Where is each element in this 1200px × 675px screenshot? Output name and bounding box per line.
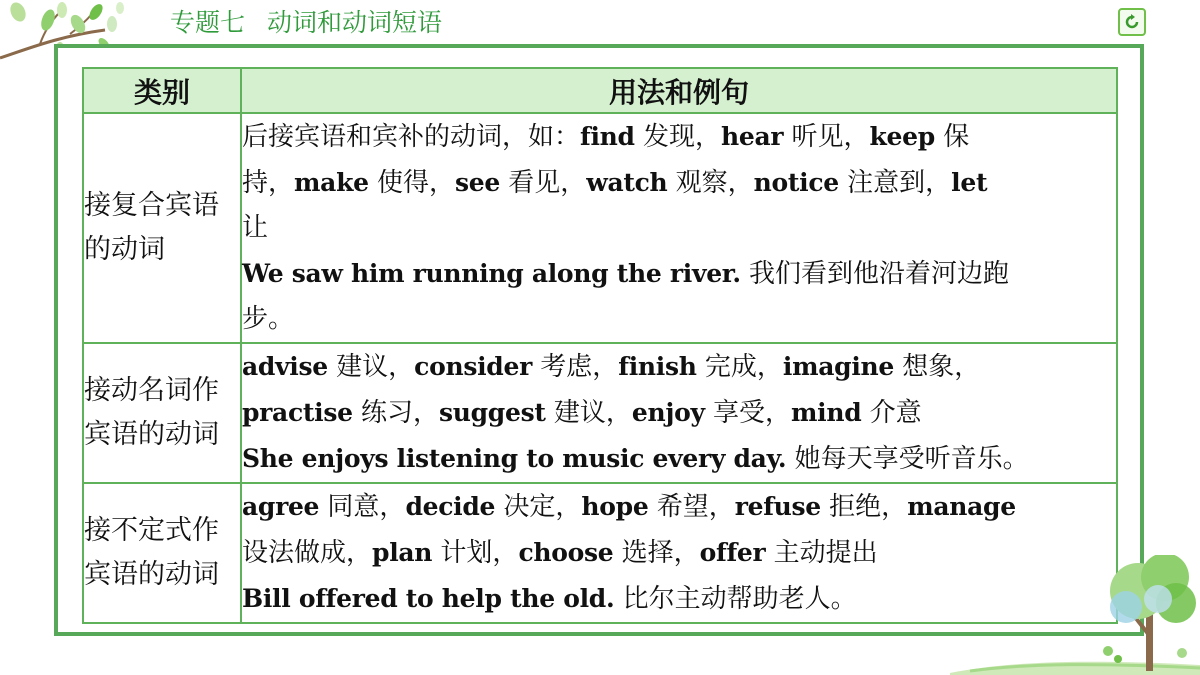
chinese-text: 练习， xyxy=(352,398,439,428)
english-text: offer xyxy=(699,538,766,567)
english-text: choose xyxy=(518,538,614,567)
chinese-text: 选择， xyxy=(613,538,700,568)
usage-cell xyxy=(241,113,1117,343)
table-row xyxy=(83,113,1117,343)
english-text: hope xyxy=(581,492,649,521)
category-cell: 接动名词作宾语的动词 xyxy=(83,343,241,483)
usage-line xyxy=(242,160,1116,206)
chinese-text: 听见， xyxy=(783,122,870,152)
english-text: see xyxy=(454,168,500,197)
usage-line xyxy=(242,344,1116,390)
chinese-text: 注意到， xyxy=(838,168,952,198)
chinese-text: 完成， xyxy=(696,352,783,382)
chinese-text: 我们看到他沿着河边跑 xyxy=(740,259,1010,289)
chinese-text: 想象， xyxy=(894,352,981,382)
english-text: She enjoys listening to music every day. xyxy=(242,444,787,473)
english-text: advise xyxy=(242,352,328,381)
title-part2: 动词和动词短语 xyxy=(267,8,443,37)
chinese-text: 设法做成， xyxy=(242,538,373,568)
english-text: make xyxy=(294,168,369,197)
category-cell: 接复合宾语的动词 xyxy=(83,113,241,343)
page-title xyxy=(170,6,442,40)
chinese-text: 步。 xyxy=(242,304,295,334)
english-text: enjoy xyxy=(631,398,705,427)
english-text: finish xyxy=(618,352,697,381)
english-text: practise xyxy=(242,398,353,427)
english-text: let xyxy=(951,168,988,197)
english-text: suggest xyxy=(438,398,546,427)
usage-cell xyxy=(241,343,1117,483)
usage-line xyxy=(242,484,1116,530)
table-row xyxy=(83,343,1117,483)
english-text: keep xyxy=(869,122,935,151)
chinese-text: 她每天享受听音乐。 xyxy=(786,444,1029,474)
usage-line xyxy=(242,390,1116,436)
english-text: hear xyxy=(721,122,784,151)
title-part1: 专题七 xyxy=(170,8,246,37)
english-text: find xyxy=(580,122,635,151)
english-text: imagine xyxy=(782,352,894,381)
tree-icon xyxy=(950,555,1200,675)
english-text: consider xyxy=(414,352,532,381)
usage-line xyxy=(242,297,1116,342)
chinese-text: 看见， xyxy=(499,168,587,198)
english-text: plan xyxy=(372,538,433,567)
header-usage: 用法和例句 xyxy=(241,68,1117,113)
english-text: decide xyxy=(405,492,496,521)
english-text: Bill offered to help the old. xyxy=(242,584,615,613)
chinese-text: 拒绝， xyxy=(820,492,908,522)
table-header-row xyxy=(83,68,1117,113)
chinese-text: 希望， xyxy=(648,492,735,522)
english-text: mind xyxy=(790,398,862,427)
chinese-text: 保 xyxy=(934,122,970,152)
chinese-text: 持， xyxy=(242,168,295,198)
category-cell: 接不定式作宾语的动词 xyxy=(83,483,241,623)
chinese-text: 建议， xyxy=(327,352,415,382)
chinese-text: 主动提出 xyxy=(765,538,878,568)
chinese-text: 同意， xyxy=(319,492,406,522)
chinese-text: 享受， xyxy=(704,398,791,428)
chinese-text: 使得， xyxy=(368,168,455,198)
english-text: notice xyxy=(753,168,839,197)
chinese-text: 计划， xyxy=(432,538,519,568)
chinese-text: 建议， xyxy=(545,398,632,428)
usage-line xyxy=(242,251,1116,297)
return-icon xyxy=(1123,13,1141,31)
chinese-text: 观察， xyxy=(667,168,754,198)
english-text: agree xyxy=(242,492,320,521)
chinese-text: 介意 xyxy=(861,398,922,428)
english-text: We saw him running along the river. xyxy=(242,259,741,288)
header-category: 类别 xyxy=(83,68,241,113)
chinese-text: 比尔主动帮助老人。 xyxy=(614,584,857,614)
chinese-text: 决定， xyxy=(495,492,582,522)
return-button[interactable] xyxy=(1118,8,1146,36)
table-body xyxy=(83,113,1117,623)
grammar-table xyxy=(82,67,1118,624)
english-text: watch xyxy=(586,168,668,197)
chinese-text: 后接宾语和宾补的动词，如： xyxy=(242,122,581,152)
usage-line xyxy=(242,114,1116,160)
english-text: refuse xyxy=(734,492,821,521)
chinese-text: 发现， xyxy=(634,122,721,152)
chinese-text: 让 xyxy=(242,213,269,243)
chinese-text: 考虑， xyxy=(531,352,619,382)
english-text: manage xyxy=(907,492,1016,521)
usage-line xyxy=(242,206,1116,251)
usage-line xyxy=(242,436,1116,482)
